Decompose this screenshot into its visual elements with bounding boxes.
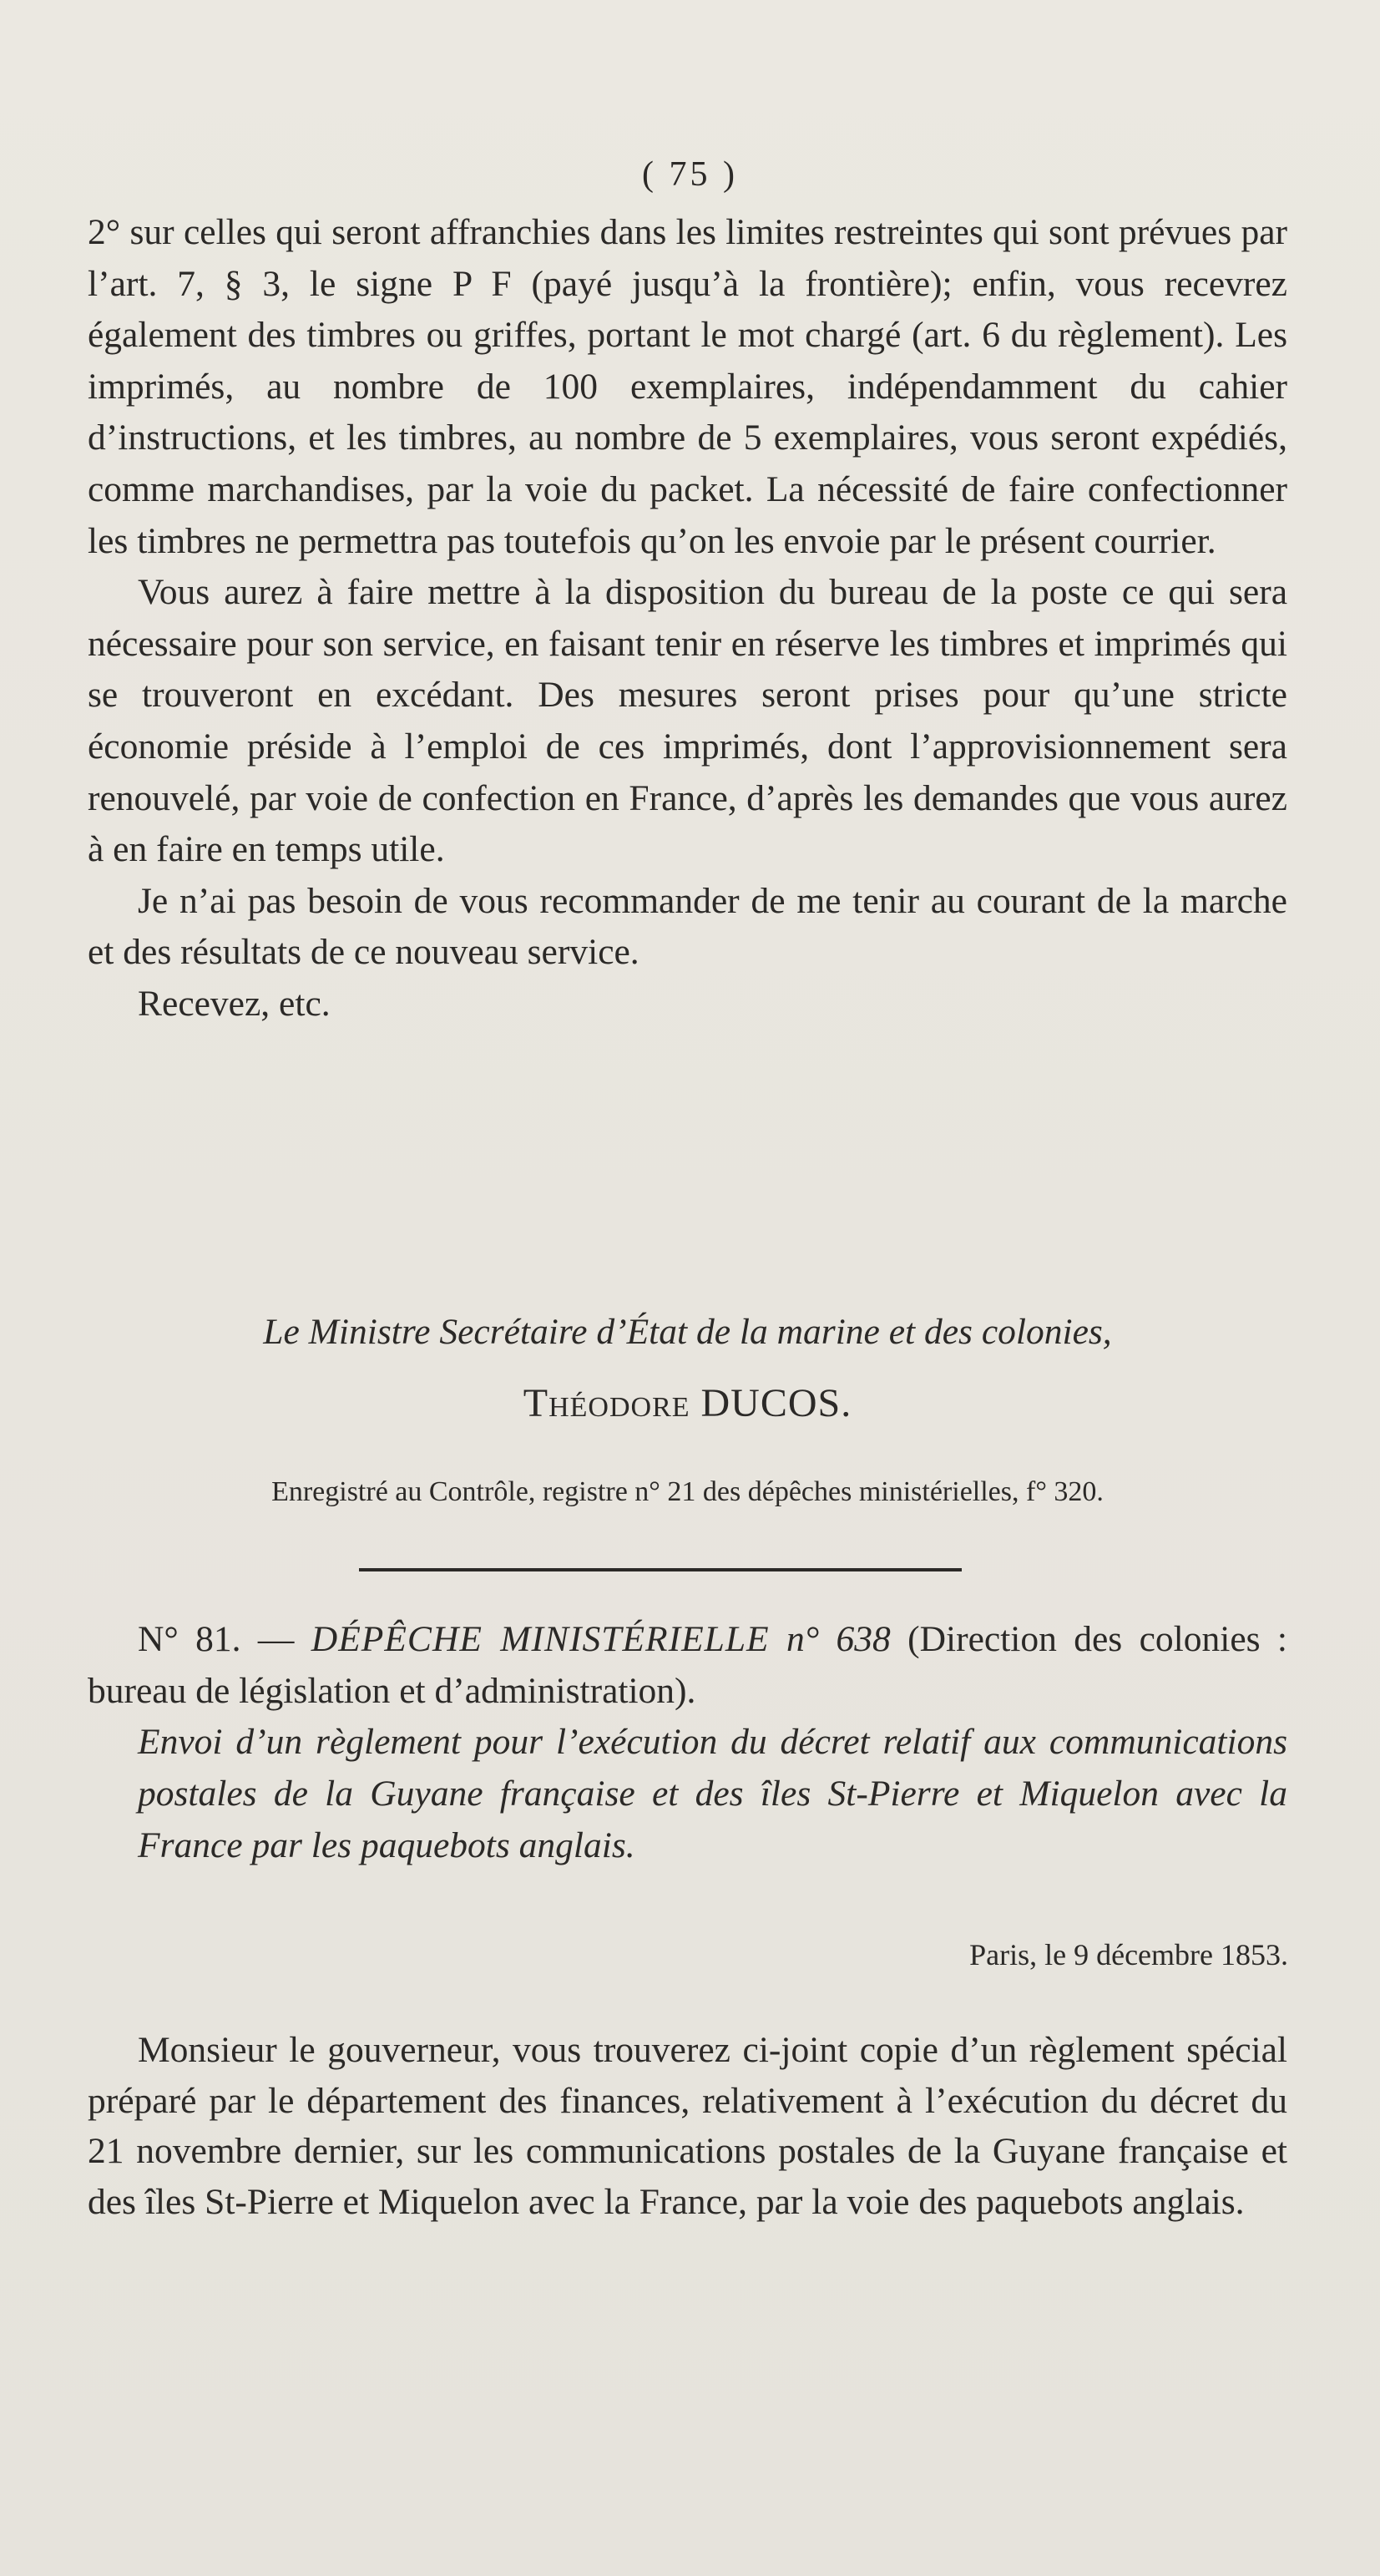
- heading-dash: —: [240, 1619, 311, 1659]
- document-ref: n° 638: [769, 1619, 891, 1659]
- document-type: DÉPÊCHE MINISTÉRIELLE: [311, 1619, 770, 1659]
- registration-note: Enregistré au Contrôle, registre n° 21 des dépêches ministérielles, f° 320.: [271, 1476, 1104, 1507]
- document-heading: [88, 1613, 1287, 1717]
- closing-formula: Recevez, etc.: [138, 983, 331, 1024]
- signature-name: [88, 1380, 1287, 1426]
- signature-first-name: Théodore: [523, 1381, 690, 1425]
- letter-body: [88, 2025, 1287, 2227]
- paragraph-recommandation: Je n’ai pas besoin de vous recommander de me tenir au courant de la marche et des résultats de ce nouveau service.: [88, 880, 1287, 973]
- letter-paragraph: Monsieur le gouverneur, vous trouverez ci-joint copie d’un règlement spécial préparé par le département des finances, relativement à l’exécution du décret du 21 novembre dernier, sur les communications postales de la Guyane française et des îles St-Pierre et Miquelon avec la France, par la voie des paquebots anglais.: [88, 2030, 1287, 2222]
- paragraph-poste: Vous aurez à faire mettre à la disposition du bureau de la poste ce qui sera nécessaire pour son service, en faisant tenir en réserve les timbres et imprimés qui se trouveront en excédant. Des mesures seront prises pour qu’une stricte économie préside à l’emploi de ces imprimés, dont l’approvisionnement sera renouvelé, par voie de confection en France, d’après les demandes que vous aurez à en faire en temps utile.: [88, 572, 1287, 870]
- dateline: Paris, le 9 décembre 1853.: [969, 1938, 1288, 1971]
- signature-last-name: DUCOS.: [700, 1381, 852, 1425]
- paragraph-continuation: 2° sur celles qui seront affranchies dans les limites restreintes qui sont prévues par l’art. 7, § 3, le signe P F (payé jusqu’à la frontière); enfin, vous recevrez également des timbres ou griffes, portant le mot chargé (art. 6 du règlement). Les imprimés, au nombre de 100 exemplaires, indépendamment du cahier d’instructions, et les timbres, au nombre de 5 exemplaires, vous seront expédiés, comme marchandises, par la voie du packet. La nécessité de faire confectionner les timbres ne permettra pas toutefois qu’on les envoie par le présent courrier.: [88, 212, 1287, 561]
- page-number: ( 75 ): [642, 155, 738, 194]
- signature-title: Le Ministre Secrétaire d’État de la marine et des colonies,: [263, 1312, 1112, 1352]
- document-number: N° 81.: [138, 1619, 241, 1659]
- document-direction: (Direction des colonies : bureau de législation et d’administration).: [88, 1619, 1288, 1711]
- document-summary: Envoi d’un règlement pour l’exécution du décret relatif aux communications postales de la Guyane française et des îles St-Pierre et Miquelon avec la France par les paquebots anglais.: [138, 1722, 1287, 1865]
- section-divider: [359, 1568, 962, 1571]
- body-text: [88, 207, 1287, 1030]
